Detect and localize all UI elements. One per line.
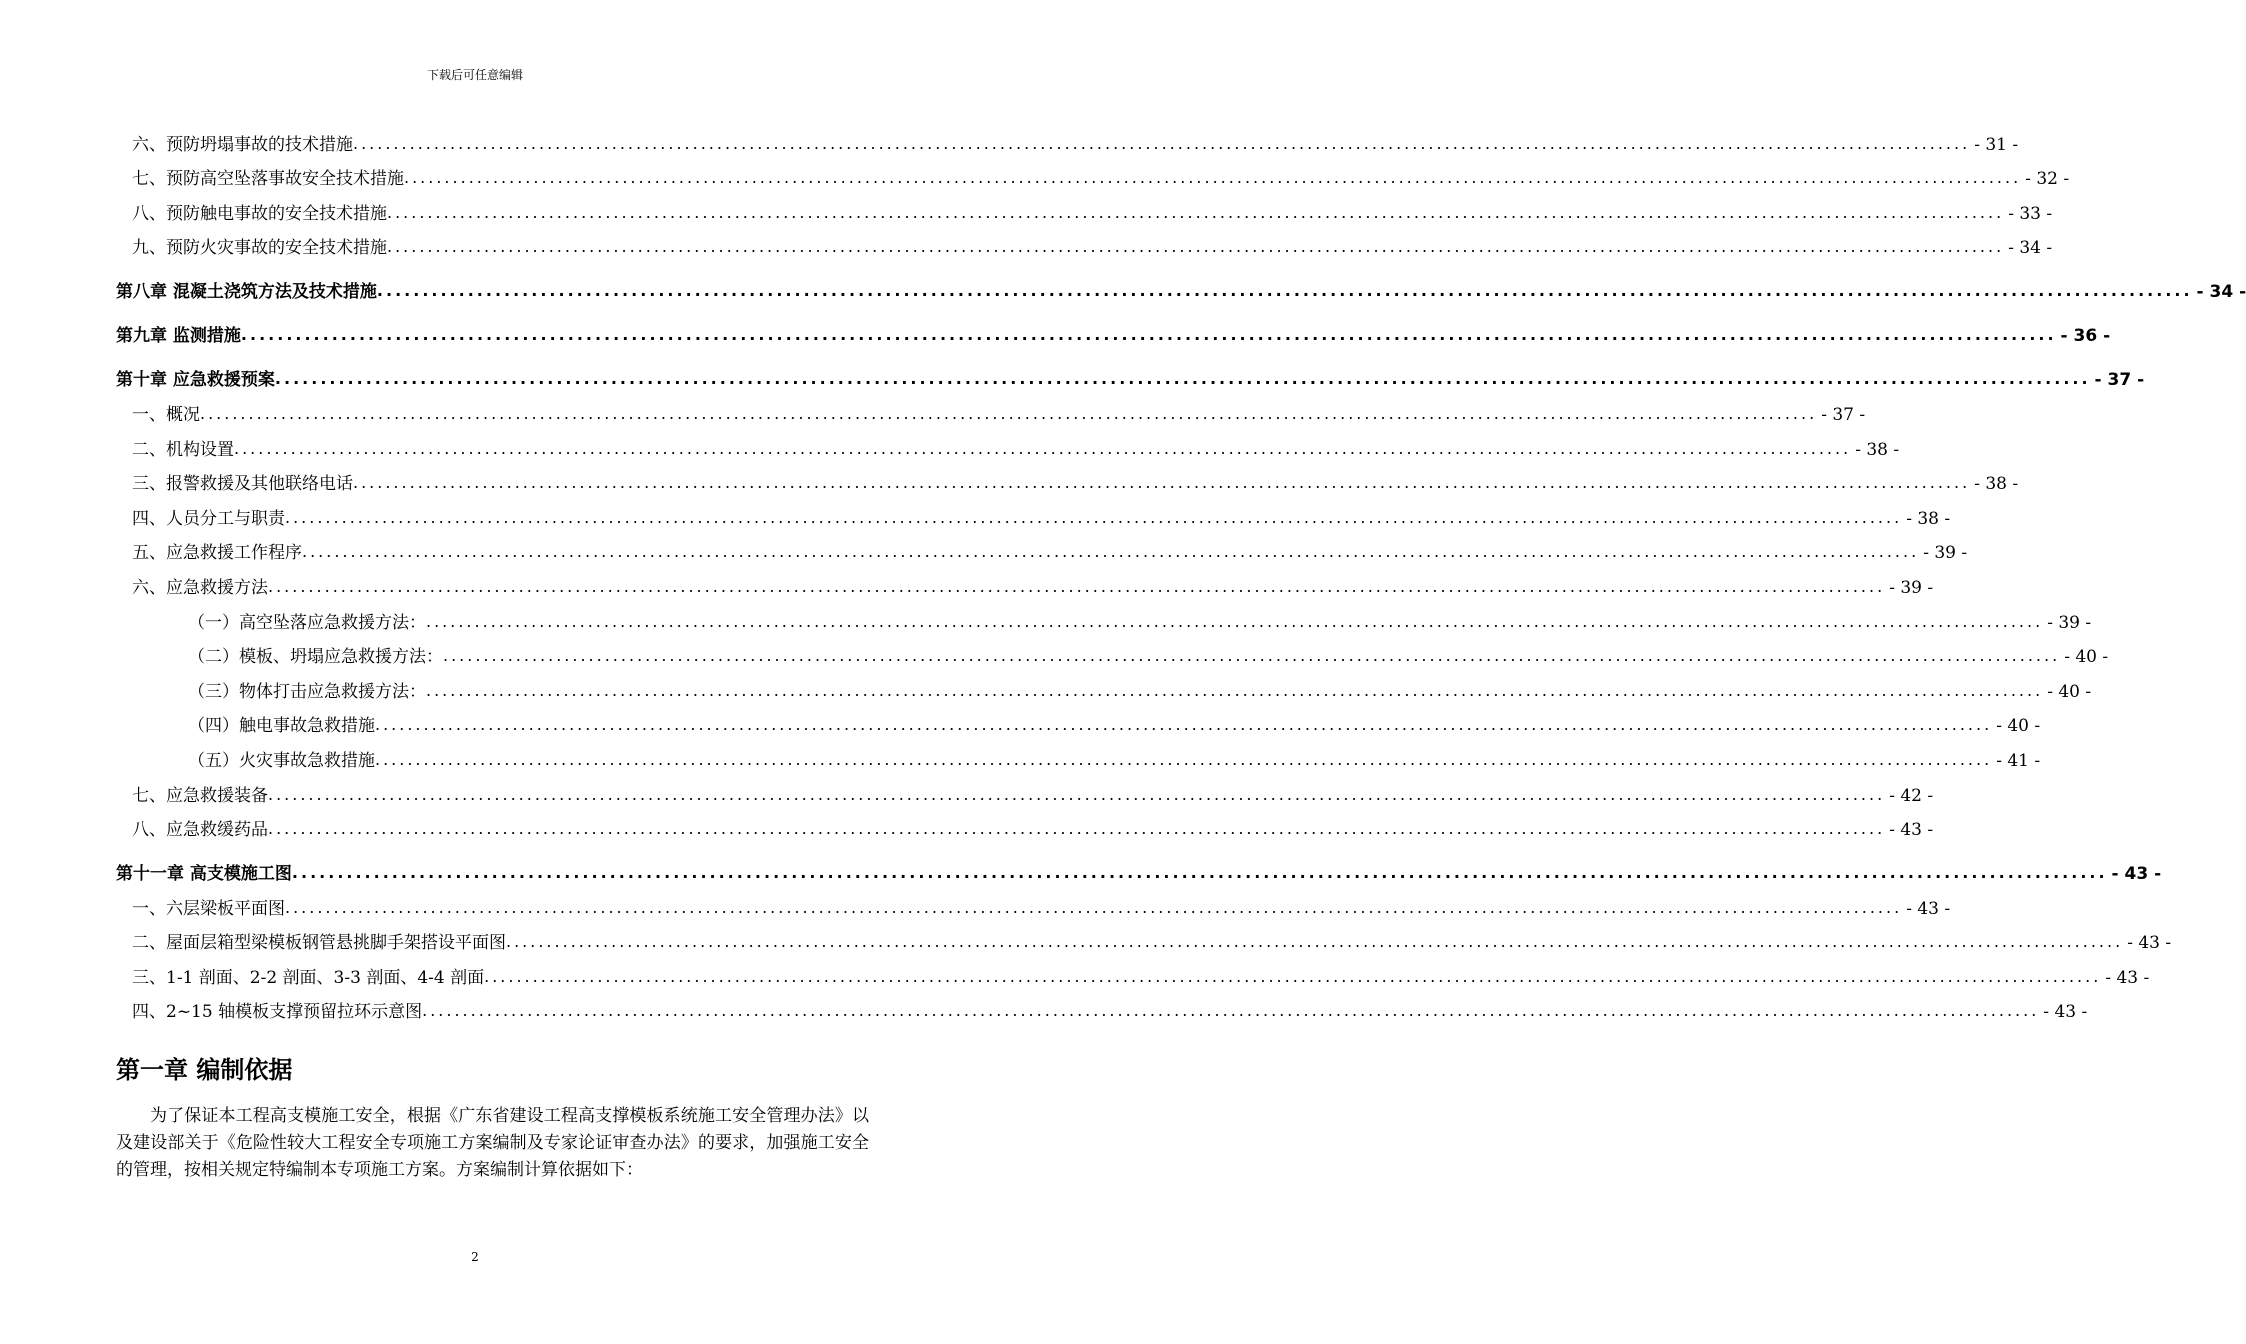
page-number: 2 xyxy=(471,1250,479,1264)
chapter-heading: 第一章 编制依据 xyxy=(116,1056,293,1084)
toc-entry-page: - 43 - xyxy=(2043,1002,2088,1023)
toc-entry-label: 二、机构设置 xyxy=(132,439,234,460)
toc-entry[interactable] xyxy=(116,302,2111,347)
toc-entry-label: 三、1-1 剖面、2-2 剖面、3-3 剖面、4-4 剖面 xyxy=(132,967,485,988)
toc-dot-leader: ........................................................................................................................................................................................................ xyxy=(376,281,2193,301)
toc-entry[interactable] xyxy=(116,390,1866,425)
toc-entry[interactable] xyxy=(116,919,2172,954)
toc-entry[interactable] xyxy=(116,425,1900,460)
toc-dot-leader: ........................................................................................................................................................................................................ xyxy=(387,237,2005,257)
toc-entry-page: - 31 - xyxy=(1974,134,2019,155)
toc-entry[interactable] xyxy=(116,563,1934,598)
toc-dot-leader: ........................................................................................................................................................................................................ xyxy=(285,507,1903,527)
toc-dot-leader: ........................................................................................................................................................................................................ xyxy=(234,438,1852,458)
toc-entry[interactable] xyxy=(116,494,1951,529)
toc-entry-label: 七、应急救援装备 xyxy=(132,785,268,806)
toc-entry-label: 第八章 混凝土浇筑方法及技术措施 xyxy=(116,282,377,303)
toc-entry-page: - 36 - xyxy=(2060,326,2111,347)
toc-entry[interactable] xyxy=(116,258,2246,303)
toc-entry[interactable] xyxy=(116,633,2109,668)
toc-dot-leader: ........................................................................................................................................................................................................ xyxy=(200,403,1818,423)
toc-entry-page: - 37 - xyxy=(2094,370,2145,391)
toc-dot-leader: ........................................................................................................................................................................................................ xyxy=(484,966,2102,986)
toc-entry-label: （四）触电事故急救措施 xyxy=(188,716,375,737)
toc-dot-leader: ........................................................................................................................................................................................................ xyxy=(404,168,2022,188)
body-paragraph: 为了保证本工程高支模施工安全，根据《广东省建设工程高支撑模板系统施工安全管理办法》以及建设部关于《危险性较大工程安全专项施工方案编制及专家论证审查办法》的要求，加强施工安全的管理，按相关规定特编制本专项施工方案。方案编制计算依据如下： xyxy=(116,1106,869,1180)
toc-entry-page: - 34 - xyxy=(2008,238,2053,259)
toc-entry-page: - 38 - xyxy=(1974,474,2019,495)
toc-entry[interactable] xyxy=(116,884,1951,919)
toc-entry-page: - 40 - xyxy=(2064,647,2109,668)
toc-entry[interactable] xyxy=(116,771,1934,806)
toc-entry-label: 六、应急救援方法 xyxy=(132,577,268,598)
toc-dot-leader: ........................................................................................................................................................................................................ xyxy=(353,473,1971,493)
toc-entry-label: 七、预防高空坠落事故安全技术措施 xyxy=(132,169,404,190)
toc-entry-label: （二）模板、坍塌应急救援方法： xyxy=(188,647,443,668)
toc-entry-page: - 43 - xyxy=(2105,967,2150,988)
toc-entry-label: 八、应急救缓药品 xyxy=(132,820,268,841)
toc-dot-leader: ........................................................................................................................................................................................................ xyxy=(375,715,1993,735)
toc-entry[interactable] xyxy=(116,988,2088,1023)
toc-dot-leader: ........................................................................................................................................................................................................ xyxy=(353,133,1971,153)
toc-entry[interactable] xyxy=(116,346,2145,391)
toc-dot-leader: ........................................................................................................................................................................................................ xyxy=(240,325,2057,345)
toc-entry[interactable] xyxy=(116,529,1968,564)
toc-entry-label: 第十一章 高支模施工图 xyxy=(116,864,292,885)
toc-entry-label: 第十章 应急救援预案 xyxy=(116,370,275,391)
toc-dot-leader: ........................................................................................................................................................................................................ xyxy=(506,932,2124,952)
table-of-contents xyxy=(116,120,2246,1023)
toc-entry-page: - 39 - xyxy=(1923,543,1968,564)
toc-entry-label: 一、概况 xyxy=(132,404,200,425)
toc-entry[interactable] xyxy=(116,224,2053,259)
toc-entry-label: 四、2~15 轴模板支撑预留拉环示意图 xyxy=(132,1002,423,1023)
toc-entry[interactable] xyxy=(116,702,2041,737)
toc-entry-label: 九、预防火灾事故的安全技术措施 xyxy=(132,238,387,259)
toc-entry-label: 八、预防触电事故的安全技术措施 xyxy=(132,203,387,224)
toc-entry-page: - 43 - xyxy=(2111,864,2162,885)
toc-entry-label: （五）火灾事故急救措施 xyxy=(188,750,375,771)
toc-entry-label: （三）物体打击应急救援方法： xyxy=(188,681,426,702)
toc-dot-leader: ........................................................................................................................................................................................................ xyxy=(422,1001,2040,1021)
toc-entry[interactable] xyxy=(116,667,2092,702)
toc-entry-label: 二、屋面层箱型梁模板钢管悬挑脚手架搭设平面图 xyxy=(132,933,506,954)
toc-entry[interactable] xyxy=(116,120,2019,155)
toc-entry-label: 三、报警救援及其他联络电话 xyxy=(132,474,353,495)
toc-dot-leader: ........................................................................................................................................................................................................ xyxy=(387,202,2005,222)
toc-dot-leader: ........................................................................................................................................................................................................ xyxy=(268,784,1886,804)
toc-entry[interactable] xyxy=(116,189,2053,224)
toc-dot-leader: ........................................................................................................................................................................................................ xyxy=(426,680,2044,700)
toc-entry[interactable] xyxy=(116,840,2162,885)
toc-entry-page: - 32 - xyxy=(2025,169,2070,190)
toc-entry-page: - 38 - xyxy=(1855,439,1900,460)
toc-entry-page: - 40 - xyxy=(1996,716,2041,737)
toc-entry-label: 第九章 监测措施 xyxy=(116,326,241,347)
toc-entry[interactable] xyxy=(116,736,2041,771)
toc-entry-page: - 40 - xyxy=(2047,681,2092,702)
toc-entry-page: - 38 - xyxy=(1906,508,1951,529)
toc-dot-leader: ........................................................................................................................................................................................................ xyxy=(291,863,2108,883)
toc-entry-label: 六、预防坍塌事故的技术措施 xyxy=(132,134,353,155)
toc-dot-leader: ........................................................................................................................................................................................................ xyxy=(285,897,1903,917)
toc-entry[interactable] xyxy=(116,598,2092,633)
toc-entry-page: - 43 - xyxy=(1906,898,1951,919)
toc-dot-leader: ........................................................................................................................................................................................................ xyxy=(426,611,2044,631)
toc-entry-label: 四、人员分工与职责 xyxy=(132,508,285,529)
toc-dot-leader: ........................................................................................................................................................................................................ xyxy=(274,369,2091,389)
toc-entry-page: - 34 - xyxy=(2196,282,2246,303)
toc-dot-leader: ........................................................................................................................................................................................................ xyxy=(443,646,2061,666)
toc-dot-leader: ........................................................................................................................................................................................................ xyxy=(375,749,1993,769)
toc-dot-leader: ........................................................................................................................................................................................................ xyxy=(302,542,1920,562)
toc-entry-page: - 33 - xyxy=(2008,203,2053,224)
toc-entry-page: - 41 - xyxy=(1996,750,2041,771)
toc-entry-label: 一、六层梁板平面图 xyxy=(132,898,285,919)
toc-entry-page: - 42 - xyxy=(1889,785,1934,806)
page-header: 下载后可任意编辑 xyxy=(426,68,523,82)
toc-entry[interactable] xyxy=(116,460,2019,495)
toc-entry-page: - 43 - xyxy=(2127,933,2172,954)
toc-entry[interactable] xyxy=(116,806,1934,841)
toc-dot-leader: ........................................................................................................................................................................................................ xyxy=(268,819,1886,839)
toc-entry-label: （一）高空坠落应急救援方法： xyxy=(188,612,426,633)
toc-entry-page: - 43 - xyxy=(1889,820,1934,841)
toc-entry[interactable] xyxy=(116,953,2150,988)
toc-entry-page: - 39 - xyxy=(2047,612,2092,633)
toc-entry-page: - 39 - xyxy=(1889,577,1934,598)
toc-entry-page: - 37 - xyxy=(1821,404,1866,425)
toc-entry[interactable] xyxy=(116,155,2070,190)
toc-entry-label: 五、应急救援工作程序 xyxy=(132,543,302,564)
toc-dot-leader: ........................................................................................................................................................................................................ xyxy=(268,576,1886,596)
